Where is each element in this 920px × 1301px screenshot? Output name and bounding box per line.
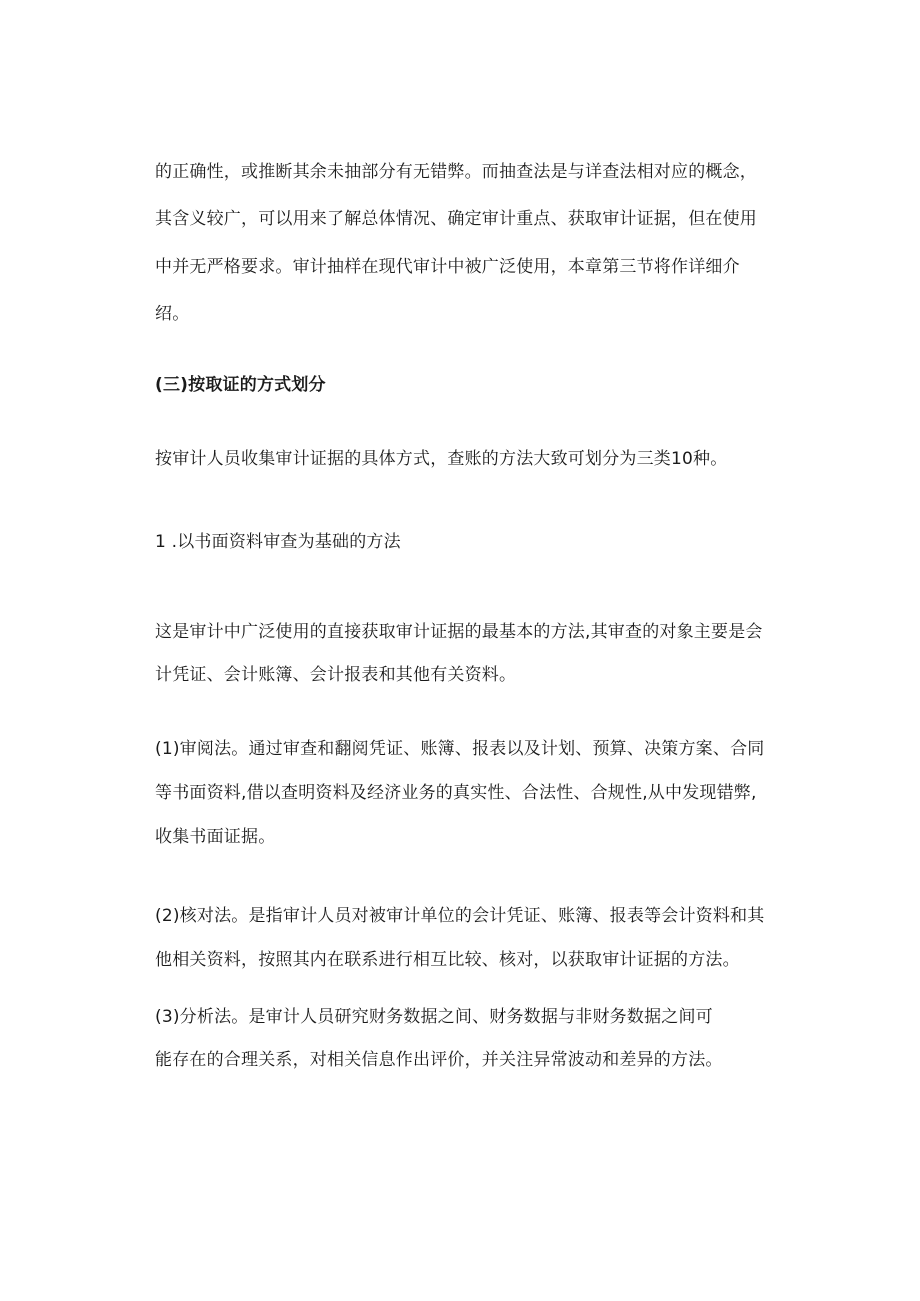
paragraph-line: 的正确性，或推断其余未抽部分有无错弊。而抽查法是与详查法相对应的概念， — [155, 162, 757, 182]
paragraph-line: 绍。 — [155, 304, 190, 324]
subsection-heading: 1 .以书面资料审查为基础的方法 — [155, 532, 401, 552]
paragraph-line: 这是审计中广泛使用的直接获取审计证据的最基本的方法,其审查的对象主要是会 — [155, 622, 763, 642]
paragraph-line: 收集书面证据。 — [155, 827, 276, 847]
paragraph-line: 计凭证、会计账簿、会计报表和其他有关资料。 — [155, 665, 517, 685]
paragraph-line: (1)审阅法。通过审查和翻阅凭证、账簿、报表以及计划、预算、决策方案、合同 — [155, 739, 765, 759]
section-heading: (三)按取证的方式划分 — [155, 375, 326, 395]
paragraph-line: 按审计人员收集审计证据的具体方式，查账的方法大致可划分为三类10种。 — [155, 449, 728, 469]
paragraph-line: 其含义较广，可以用来了解总体情况、确定审计重点、获取审计证据，但在使用 — [155, 209, 757, 229]
paragraph-line: 中并无严格要求。审计抽样在现代审计中被广泛使用，本章第三节将作详细介 — [155, 257, 740, 277]
paragraph-line: (2)核对法。是指审计人员对被审计单位的会计凭证、账簿、报表等会计资料和其 — [155, 906, 765, 926]
paragraph-line: 等书面资料,借以查明资料及经济业务的真实性、合法性、合规性,从中发现错弊, — [155, 783, 757, 803]
paragraph-line: (3)分析法。是审计人员研究财务数据之间、财务数据与非财务数据之间可 — [155, 1007, 713, 1027]
paragraph-line: 他相关资料，按照其内在联系进行相互比较、核对，以获取审计证据的方法。 — [155, 950, 740, 970]
paragraph-line: 能存在的合理关系，对相关信息作出评价，并关注异常波动和差异的方法。 — [155, 1050, 723, 1070]
